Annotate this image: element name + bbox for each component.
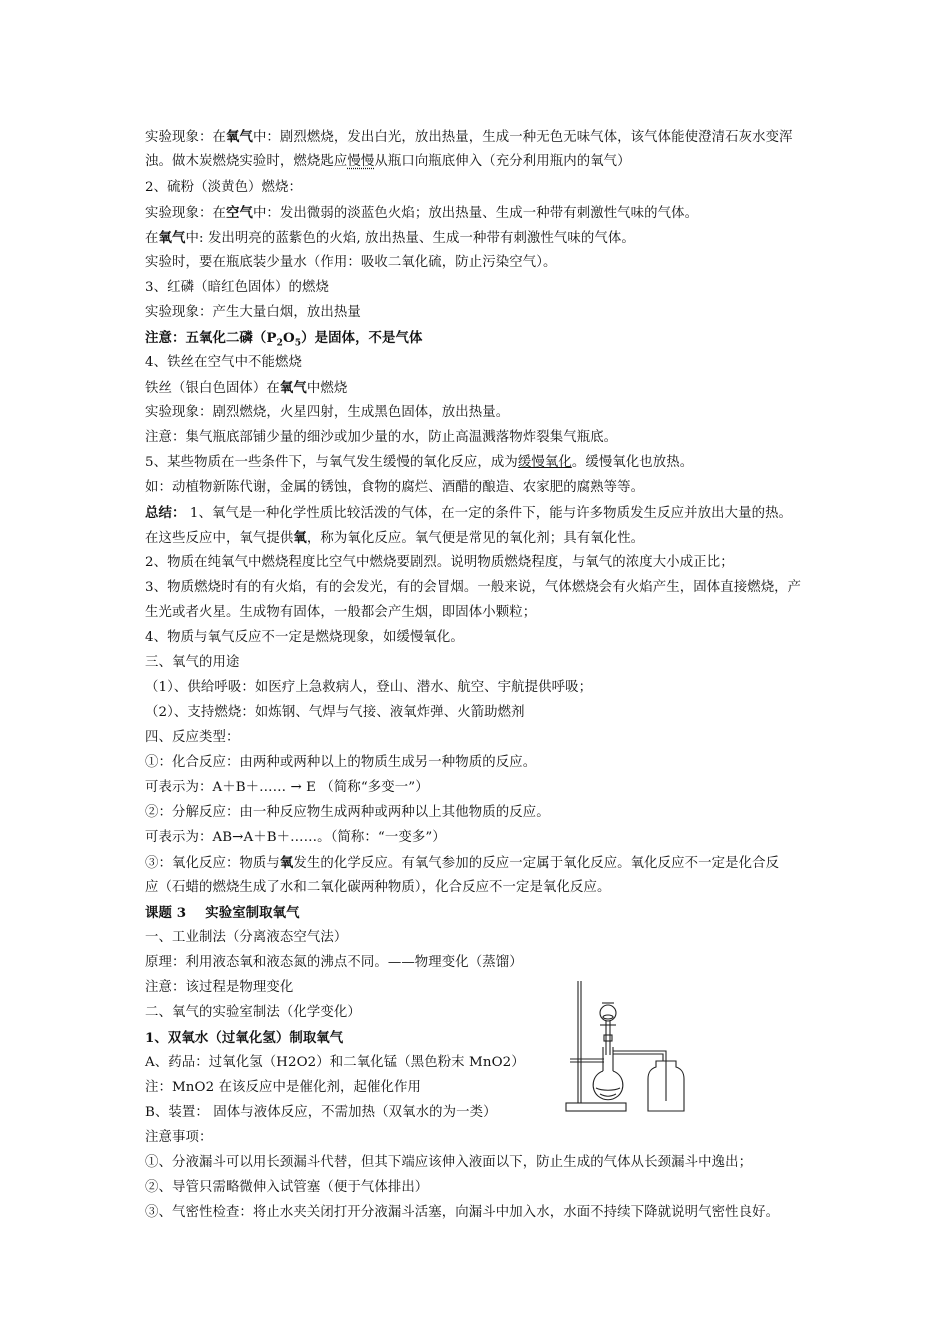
text-line: ③：氧化反应：物质与氧发生的化学反应。有氧气参加的反应一定属于氧化反应。氧化反应不一定是化合反: [145, 855, 780, 871]
text-line: 实验现象：在空气中：发出微弱的淡蓝色火焰；放出热量、生成一种带有刺激性气味的气体。: [145, 205, 699, 221]
section-heading: 一、工业制法（分离液态空气法）: [145, 930, 348, 945]
section-heading: 4、铁丝在空气中不能燃烧: [145, 355, 303, 370]
text-line: ②：分解反应：由一种反应物生成两种或两种以上其他物质的反应。: [145, 805, 550, 820]
text-line: 浊。做木炭燃烧实验时，燃烧匙应慢慢从瓶口向瓶底伸入（充分利用瓶内的氧气）: [145, 154, 631, 169]
text-line: （1）、供给呼吸：如医疗上急救病人，登山、潜水、航空、宇航提供呼吸；: [145, 680, 593, 695]
lesson-title: 课题 3 实验室制取氧气: [145, 905, 300, 921]
text-line: 应（石蜡的燃烧生成了水和二氧化碳两种物质），化合反应不一定是氧化反应。: [145, 880, 611, 895]
text-line: 可表示为：AB→A＋B＋……。（简称：“一变多”）: [145, 830, 446, 845]
separatory-funnel: [600, 1003, 616, 1055]
text-line: 原理：利用液态氧和液态氮的沸点不同。——物理变化（蒸馏）: [145, 955, 523, 970]
text-line: A、药品：过氧化氢（H2O2）和二氧化锰（黑色粉末 MnO2）: [145, 1055, 525, 1070]
section-heading: 3、红磷（暗红色固体）的燃烧: [145, 280, 329, 295]
delivery-tube: [613, 1051, 666, 1061]
text-line: 实验现象：在氧气中：剧烈燃烧，发出白光，放出热量，生成一种无色无味气体，该气体能使澄清石灰水变浑: [145, 129, 793, 145]
section-heading: 2、硫粉（淡黄色）燃烧：: [145, 180, 303, 195]
text-line: 注意：集气瓶底部铺少量的细沙或加少量的水，防止高温溅落物炸裂集气瓶底。: [145, 430, 618, 445]
text-line: 在这些反应中，氧气提供氧，称为氧化反应。氧气便是常见的氧化剂；具有氧化性。: [145, 530, 645, 546]
text-line: 5、某些物质在一些条件下，与氧气发生缓慢的氧化反应，成为缓慢氧化。缓慢氧化也放热。: [145, 455, 694, 470]
oxygen-generation-apparatus-figure: [562, 975, 697, 1120]
text-line: 可表示为：A＋B＋…… → E （简称“多变一”）: [145, 780, 429, 795]
summary-line: 总结： 1、氧气是一种化学性质比较活泼的气体，在一定的条件下，能与许多物质发生反应并放出大量的热。: [145, 505, 793, 521]
text-line: B、装置： 固体与液体反应，不需加热（双氧水的为一类）: [145, 1105, 497, 1120]
text-line: 注：MnO2 在该反应中是催化剂，起催化作用: [145, 1080, 421, 1095]
subsection-heading: 1、双氧水（过氧化氢）制取氧气: [145, 1030, 344, 1046]
text-line: 实验时，要在瓶底装少量水（作用：吸收二氧化硫，防止污染空气）。: [145, 255, 557, 270]
text-line: 4、物质与氧气反应不一定是燃烧现象，如缓慢氧化。: [145, 630, 464, 645]
text-line: ①：化合反应：由两种或两种以上的物质生成另一种物质的反应。: [145, 755, 537, 770]
text-line: 如：动植物新陈代谢，金属的锈蚀，食物的腐烂、酒醋的酿造、农家肥的腐熟等等。: [145, 480, 645, 495]
text-line: 在氧气中: 发出明亮的蓝紫色的火焰, 放出热量、生成一种带有刺激性气味的气体。: [145, 230, 635, 246]
text-line: 生光或者火星。生成物有固体，一般都会产生烟，即固体小颗粒；: [145, 605, 537, 620]
text-line: 注意事项：: [145, 1130, 213, 1145]
text-line: 实验现象：剧烈燃烧，火星四射，生成黑色固体，放出热量。: [145, 405, 510, 420]
text-line: 实验现象：产生大量白烟，放出热量: [145, 305, 361, 320]
stand-base: [566, 1103, 626, 1111]
text-line: 注意：该过程是物理变化: [145, 980, 294, 995]
text-line: ①、分液漏斗可以用长颈漏斗代替，但其下端应该伸入液面以下，防止生成的气体从长颈漏斗中逸出；: [145, 1155, 753, 1170]
section-heading: 三、氧气的用途: [145, 655, 240, 670]
text-line: ③、气密性检查：将止水夹关闭打开分液漏斗活塞，向漏斗中加入水，水面不持续下降就说明气密性良好。: [145, 1205, 780, 1220]
round-bottom-flask: [593, 1047, 623, 1100]
section-heading: 四、反应类型：: [145, 730, 240, 745]
text-line: （2）、支持燃烧：如炼钢、气焊与气接、液氧炸弹、火箭助燃剂: [145, 705, 525, 720]
text-line: 铁丝（银白色固体）在氧气中燃烧: [145, 380, 348, 396]
note-line: 注意：五氧化二磷$(P_2O_5)$是固体，不是气体: [145, 330, 423, 349]
text-line: 3、物质燃烧时有的有火焰，有的会发光，有的会冒烟。一般来说，气体燃烧会有火焰产生，固体直接燃烧，产: [145, 580, 802, 595]
text-line: 2、物质在纯氧气中燃烧程度比空气中燃烧要剧烈。说明物质燃烧程度，与氧气的浓度大小成正比；: [145, 555, 734, 570]
gas-collection-bottle: [648, 1061, 684, 1111]
text-line: ②、导管只需略微伸入试管塞（便于气体排出）: [145, 1180, 429, 1195]
section-heading: 二、氧气的实验室制法（化学变化）: [145, 1005, 361, 1020]
